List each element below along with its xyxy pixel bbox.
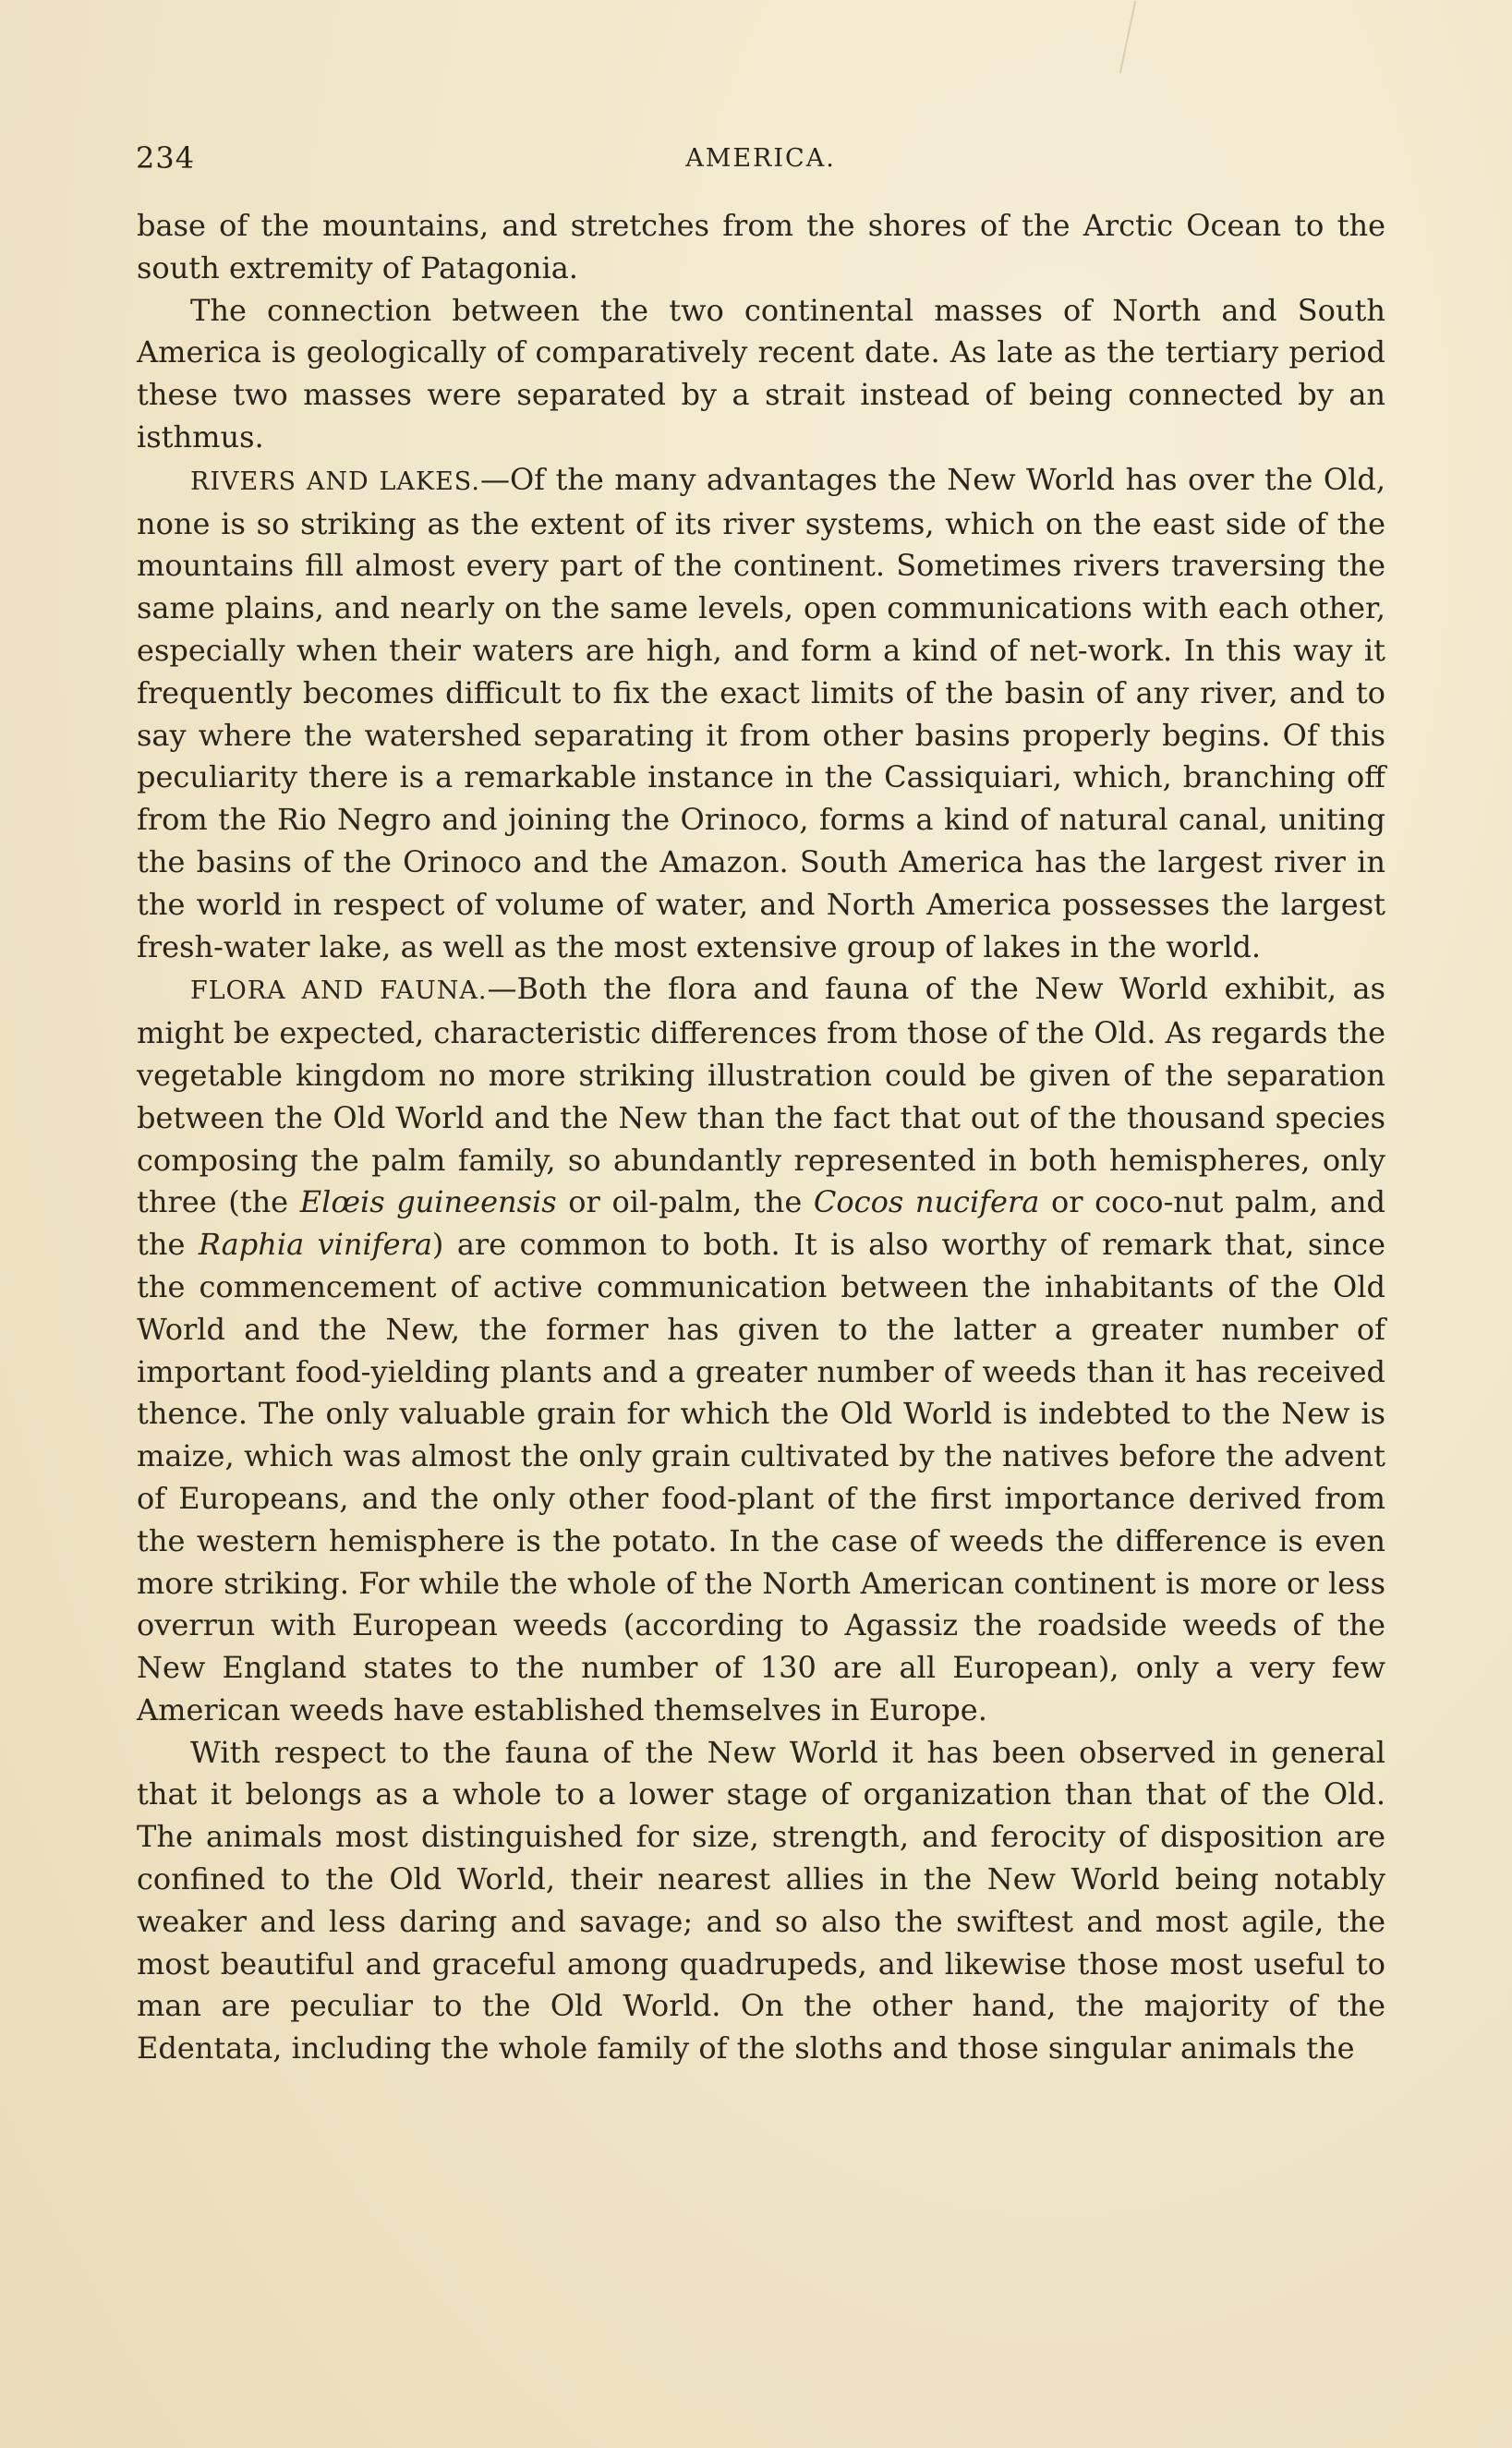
paragraph-1-text: base of the mountains, and stretches from the shores of the Arctic Ocean to the south extremity of Patagonia.: [137, 208, 1385, 285]
paragraph-4-text-4: ) are common to both. It is also worthy of remark that, since the commencement of active communication between the inhabitants of the Old World and the New, the former has given to the latter a greater number of important food-yielding plants and a greater number of weeds than it has received thence. The only valuable grain for which the Old World is indebted to the New is maize, which was almost the only grain cultivated by the natives before the advent of Europeans, and the only other food-plant of the first importance derived from the western hemisphere is the potato. In the case of weeds the difference is even more striking. For while the whole of the North American continent is more or less overrun with European weeds (according to Agassiz the roadside weeds of the New England states to the number of 130 are all European), only a very few American weeds have established themselves in Europe.: [137, 1227, 1386, 1727]
page-number: 234: [136, 140, 196, 176]
paragraph-3-text: —Of the many advantages the New World has over the Old, none is so striking as the extent of its river systems, which on the east side of the mountains fill almost every part of the continent. Sometimes rivers traversing the same plains, and nearly on the same levels, open communications with each other, especially when their waters are high, and form a kind of net-work. In this way it frequently becomes difficult to fix the exact limits of the basin of any river, and to say where the watershed separating it from other basins properly begins. Of this peculiarity there is a remarkable instance in the Cassiquiari, which, branching off from the Rio Negro and joining the Orinoco, forms a kind of natural canal, uniting the basins of the Orinoco and the Amazon. South America has the largest river in the world in respect of volume of water, and North America possesses the largest fresh-water lake, as well as the most extensive group of lakes in the world.: [137, 461, 1386, 964]
paragraph-2: [137, 290, 1385, 459]
body-text: [137, 205, 1385, 2070]
paragraph-4-text-1: —Both the flora and fauna of the New World exhibit, as might be expected, characteristic differences from those of the Old. As regards the vegetable kingdom no more striking illustration could be given of the separation between the Old World and the New than the fact that out of the thousand species composing the palm family, so abundantly represented in both hemispheres, only three (the: [137, 971, 1385, 1220]
paragraph-flora-and-fauna: [137, 968, 1385, 1731]
species-name-elaeis: Elœis guineensis: [299, 1184, 557, 1220]
species-name-raphia: Raphia vinifera: [198, 1227, 432, 1263]
paragraph-5-text: With respect to the fauna of the New World it has been observed in general that it belongs as a whole to a lower stage of organization than that of the Old. The animals most distinguished for size, strength, and ferocity of disposition are confined to the Old World, their nearest allies in the New World being notably weaker and less daring and savage; and so also the swiftest and most agile, the most beautiful and graceful among quadrupeds, and likewise those most useful to man are peculiar to the Old World. On the other hand, the majority of the Edentata, including the whole family of the sloths and those singular animals the: [137, 1734, 1385, 2066]
paper-mark: [1119, 1, 1137, 74]
species-name-cocos: Cocos nucifera: [813, 1184, 1040, 1220]
paragraph-4-text-3: or coco-nut palm, and the: [137, 1184, 1386, 1263]
paragraph-2-text: The connection between the two continental masses of North and South America is geologically of comparatively recent date. As late as the tertiary period these two masses were separated by a strait instead of being connected by an isthmus.: [137, 292, 1385, 454]
page-header: [136, 140, 1385, 177]
running-head: AMERICA.: [685, 144, 836, 173]
paragraph-rivers-and-lakes: [137, 459, 1385, 969]
section-heading-rivers: RIVERS AND LAKES.: [190, 467, 480, 496]
paragraph-1: [137, 205, 1385, 290]
section-heading-flora: FLORA AND FAUNA.: [190, 976, 488, 1006]
paragraph-4-text-2: or oil-palm, the: [556, 1184, 814, 1220]
paragraph-5: [137, 1732, 1385, 2070]
